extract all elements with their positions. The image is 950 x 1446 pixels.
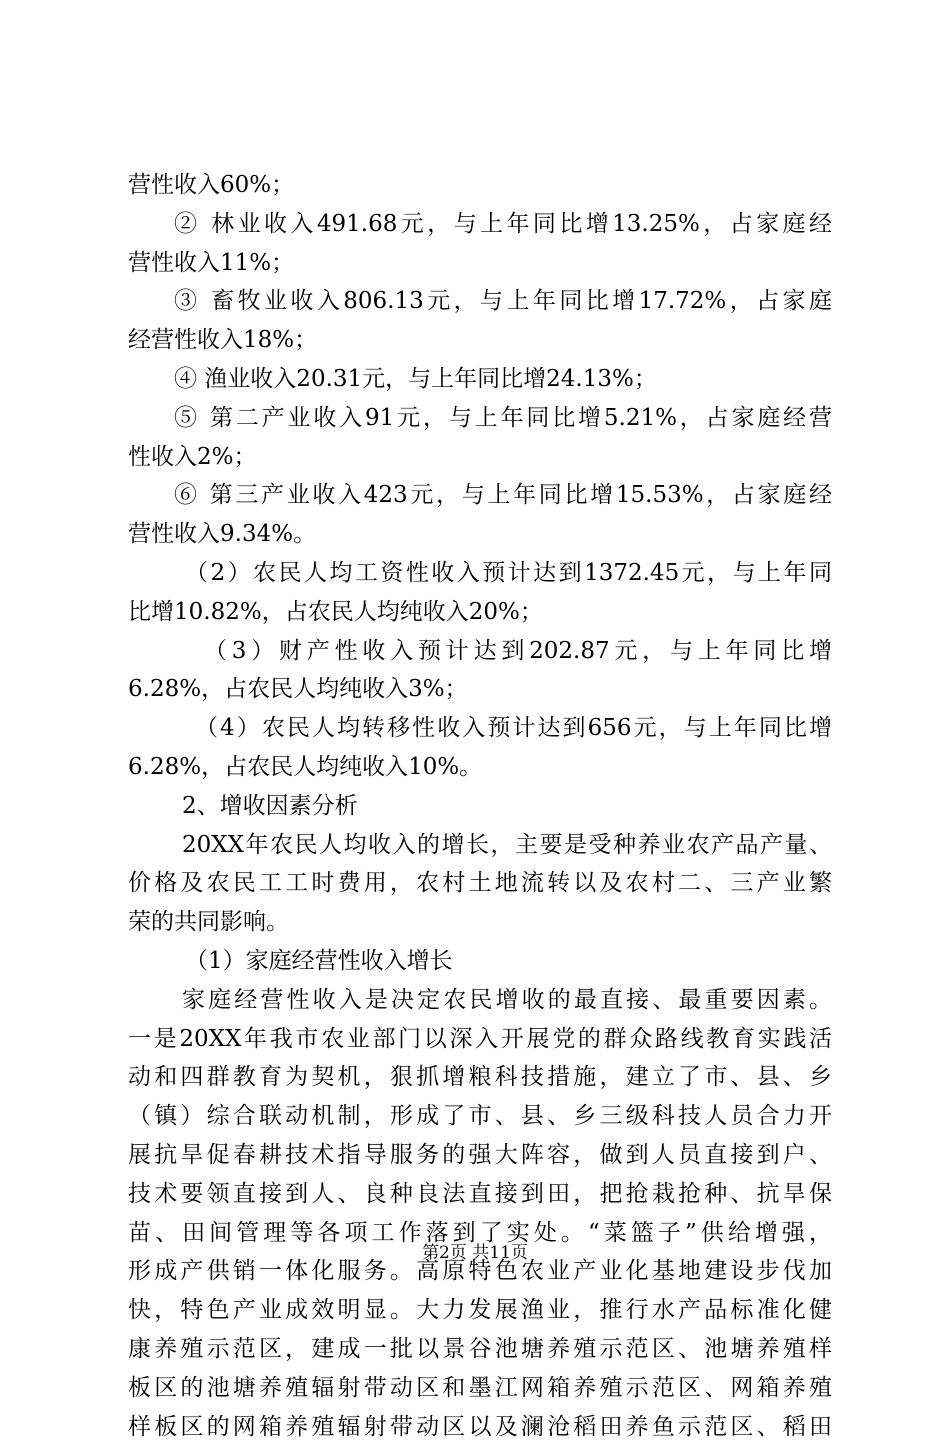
text-line: 营性收入11%；	[128, 244, 832, 283]
text-line: 家庭经营性收入是决定农民增收的最直接、最重要因素。	[128, 981, 832, 1020]
text-line: 营性收入60%；	[128, 166, 832, 205]
text-line: （2）农民人均工资性收入预计达到1372.45元，与上年同	[128, 554, 832, 593]
text-line: 比增10.82%，占农民人均纯收入20%；	[128, 593, 832, 632]
section-heading: 2、增收因素分析	[128, 787, 832, 826]
text-line: 展抗旱促春耕技术指导服务的强大阵容，做到人员直接到户、	[128, 1136, 832, 1175]
text-line: 20XX年农民人均收入的增长，主要是受种养业农产品产量、	[128, 826, 832, 865]
page-footer: 第2页 共11页	[0, 1241, 950, 1265]
text-line: 板区的池塘养殖辐射带动区和墨江网箱养殖示范区、网箱养殖	[128, 1369, 832, 1408]
text-line: 快，特色产业成效明显。大力发展渔业，推行水产品标准化健	[128, 1291, 832, 1330]
text-line: 价格及农民工工时费用，农村土地流转以及农村二、三产业繁	[128, 864, 832, 903]
text-line: （3）财产性收入预计达到202.87元，与上年同比增	[128, 632, 832, 671]
text-line: 样板区的网箱养殖辐射带动区以及澜沧稻田养鱼示范区、稻田	[128, 1408, 832, 1446]
text-line: 营性收入9.34%。	[128, 515, 832, 554]
text-line: 经营性收入18%；	[128, 321, 832, 360]
text-line: 康养殖示范区，建成一批以景谷池塘养殖示范区、池塘养殖样	[128, 1330, 832, 1369]
text-line: 性收入2%；	[128, 438, 832, 477]
text-line: ③ 畜牧业收入806.13元，与上年同比增17.72%，占家庭	[128, 282, 832, 321]
text-line: ⑥ 第三产业收入423元，与上年同比增15.53%，占家庭经	[128, 476, 832, 515]
text-line: ④ 渔业收入20.31元，与上年同比增24.13%；	[128, 360, 832, 399]
text-line: （4）农民人均转移性收入预计达到656元，与上年同比增	[128, 709, 832, 748]
text-line: （镇）综合联动机制，形成了市、县、乡三级科技人员合力开	[128, 1097, 832, 1136]
text-line: ⑤ 第二产业收入91元，与上年同比增5.21%，占家庭经营	[128, 399, 832, 438]
subsection-heading: （1）家庭经营性收入增长	[128, 942, 832, 981]
text-line: 动和四群教育为契机，狠抓增粮科技措施，建立了市、县、乡	[128, 1058, 832, 1097]
text-line: 荣的共同影响。	[128, 903, 832, 942]
text-line: 一是20XX年我市农业部门以深入开展党的群众路线教育实践活	[128, 1020, 832, 1059]
text-line: 形成产供销一体化服务。高原特色农业产业化基地建设步伐加	[128, 1252, 832, 1291]
text-line: 6.28%，占农民人均纯收入3%；	[128, 670, 832, 709]
text-line: 苗、田间管理等各项工作落到了实处。“菜篮子”供给增强，	[128, 1214, 832, 1253]
text-line: 技术要领直接到人、良种良法直接到田，把抢栽抢种、抗旱保	[128, 1175, 832, 1214]
text-line: ② 林业收入491.68元，与上年同比增13.25%，占家庭经	[128, 205, 832, 244]
text-line: 6.28%，占农民人均纯收入10%。	[128, 748, 832, 787]
